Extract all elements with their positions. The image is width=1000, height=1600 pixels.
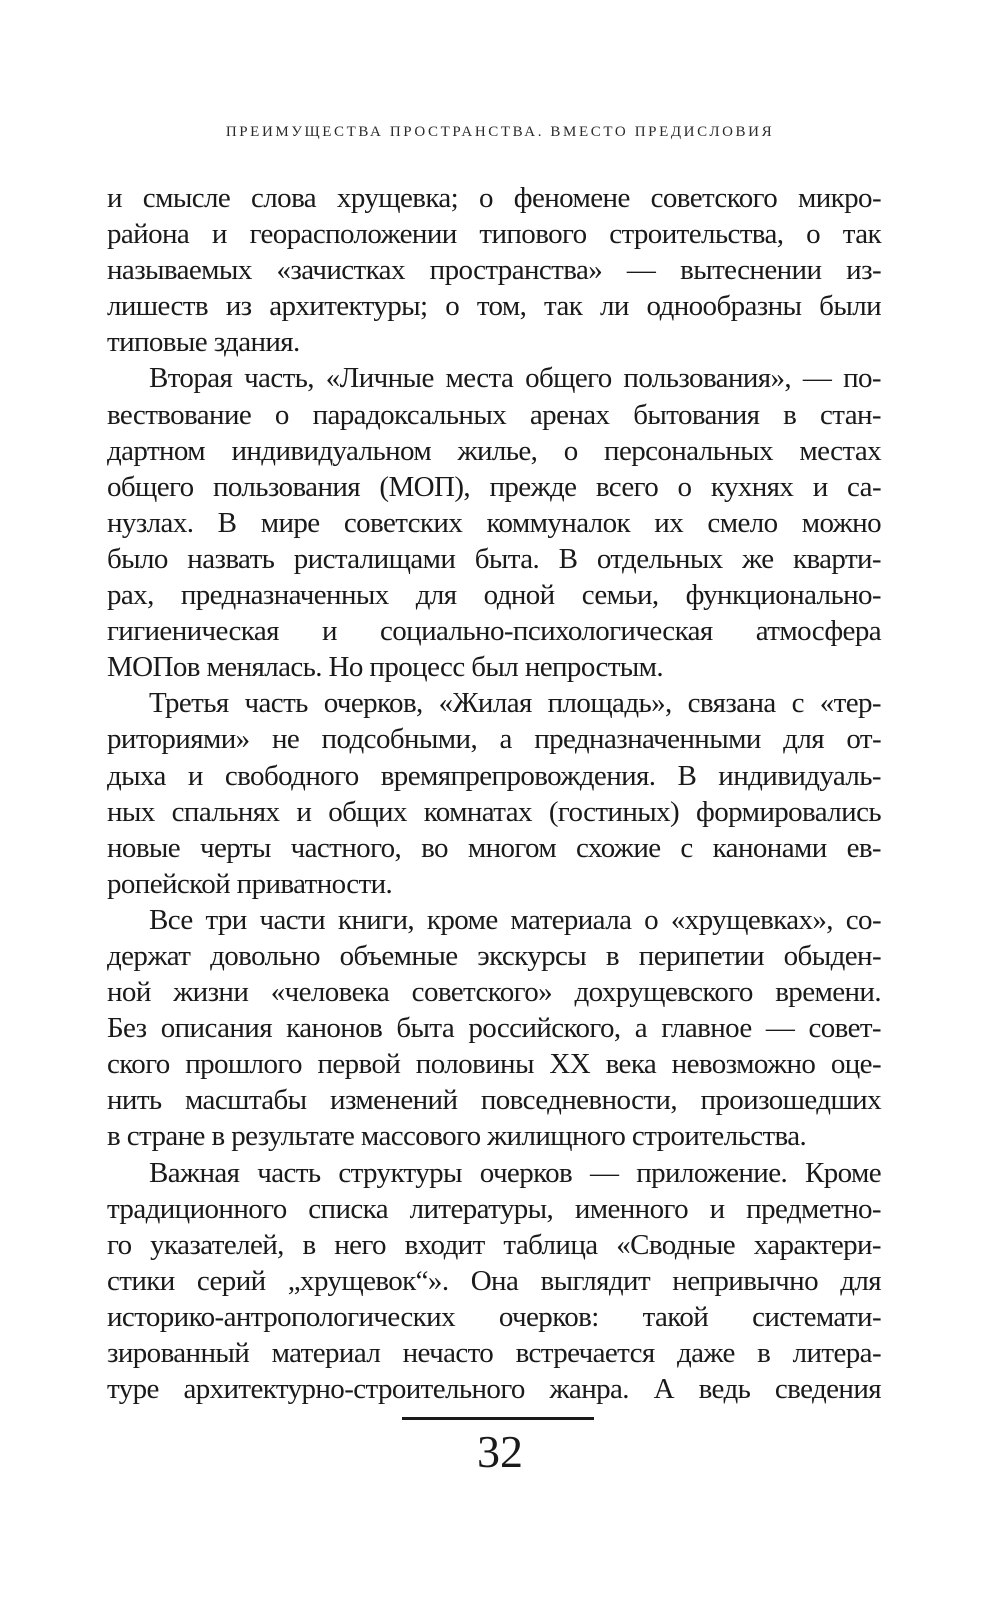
text-line: держат довольно объемные экскурсы в перипетии обыден- (107, 939, 881, 972)
text-line: лишеств из архитектуры; о том, так ли однообразны были (107, 290, 881, 323)
text-line: называемых «зачистках пространства» — вытеснении из- (107, 254, 881, 287)
text-line: риториями» не подсобными, а предназначенными для от- (107, 723, 881, 756)
text-line: дартном индивидуальном жилье, о персональных местах (107, 434, 881, 467)
text-line: нузлах. В мире советских коммуналок их смело можно (107, 506, 881, 539)
paragraph-first-line: Третья часть очерков, «Жилая площадь», связана с «тер- (149, 687, 881, 720)
text-line: гигиеническая и социально-психологическая атмосфера (107, 615, 881, 648)
text-line: рах, предназначенных для одной семьи, функционально- (107, 579, 881, 612)
text-line: ных спальнях и общих комнатах (гостиных) формировались (107, 795, 881, 828)
text-line: стики серий „хрущевок“». Она выглядит непривычно для (107, 1264, 881, 1297)
text-line: и смысле слова хрущевка; о феномене советского микро- (107, 182, 881, 214)
text-line: в стране в результате массового жилищного строительства. (107, 1120, 807, 1153)
text-line: зированный материал нечасто встречается даже в литера- (107, 1337, 881, 1369)
text-line: ной жизни «человека советского» дохрущевского времени. (107, 976, 881, 1009)
text-line: го указателей, в него входит таблица «Сводные характери- (107, 1228, 881, 1261)
text-line: ского прошлого первой половины XX века невозможно оце- (107, 1048, 881, 1081)
text-line: типовые здания. (107, 326, 300, 359)
text-line: района и георасположении типового строительства, о так (107, 218, 881, 251)
paragraph-first-line: Все три части книги, кроме материала о «хрущевках», со- (149, 903, 881, 936)
text-line: историко-антропологических очерков: такой системати- (107, 1300, 881, 1333)
running-head: ПРЕИМУЩЕСТВА ПРОСТРАНСТВА. ВМЕСТО ПРЕДИСЛОВИЯ (225, 124, 775, 140)
text-line: туре архитектурно-строительного жанра. А ведь сведения (107, 1373, 881, 1406)
text-line: было назвать ристалищами быта. В отдельных же кварти- (107, 542, 881, 575)
text-line: традиционного списка литературы, именного и предметно- (107, 1192, 881, 1225)
text-line: МОПов менялась. Но процесс был непростым. (107, 651, 664, 684)
paragraph-first-line: Важная часть структуры очерков — приложение. Кроме (149, 1156, 881, 1189)
paragraph-first-line: Вторая часть, «Личные места общего пользования», — по- (149, 362, 881, 395)
page-number: 32 (477, 1426, 523, 1477)
text-line: Без описания канонов быта российского, а главное — совет- (107, 1012, 881, 1045)
text-line: нить масштабы изменений повседневности, произошедших (107, 1084, 881, 1117)
text-line: вествование о парадоксальных аренах бытования в стан- (107, 398, 881, 431)
text-line: дыха и свободного времяпрепровождения. В индивидуаль- (107, 759, 881, 792)
text-line: новые черты частного, во многом схожие с канонами ев- (107, 831, 881, 864)
folio-rule-divider (402, 1417, 594, 1420)
text-line: общего пользования (МОП), прежде всего о кухнях и са- (107, 470, 881, 503)
body-text (107, 180, 881, 1407)
text-line: ропейской приватности. (107, 867, 393, 900)
